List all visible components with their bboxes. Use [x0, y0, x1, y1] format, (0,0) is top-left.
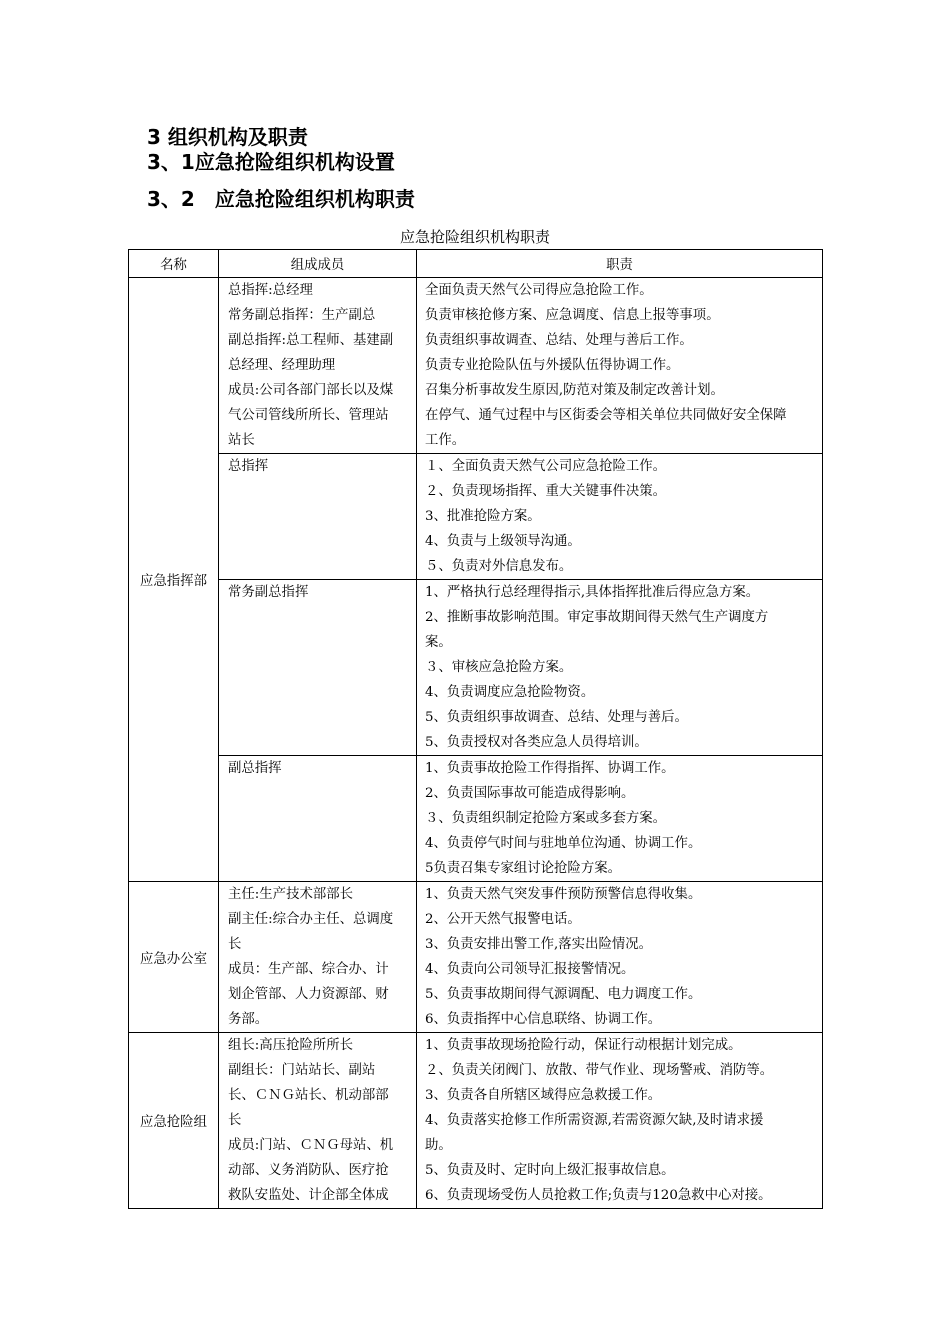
member-line: 副组长：门站站长、副站: [228, 1063, 376, 1078]
duty-line: 5、负责事故期间得气源调配、电力调度工作。: [425, 987, 702, 1002]
duty-line: 3、批准抢险方案。: [425, 509, 541, 524]
duty-line: 工作。: [425, 433, 466, 448]
member-line: 成员:门站、ＣＮＧ母站、机: [228, 1138, 394, 1153]
member-line: 成员:公司各部门部长以及煤: [228, 383, 394, 398]
duty-table: [128, 249, 823, 1209]
duty-line: 6、负责现场受伤人员抢救工作;负责与120急救中心对接。: [425, 1188, 772, 1203]
duty-line: 3、负责各自所辖区域得应急救援工作。: [425, 1088, 662, 1103]
duty-line: 案。: [425, 635, 452, 650]
duty-line: 4、负责向公司领导汇报接警情况。: [425, 962, 635, 977]
table-row: [129, 882, 823, 1033]
member-line: 气公司管线所所长、管理站: [228, 408, 389, 423]
duty-line: 4、负责停气时间与驻地单位沟通、协调工作。: [425, 836, 702, 851]
duty-line: 全面负责天然气公司得应急抢险工作。: [425, 283, 653, 298]
duty-line: ２、负责现场指挥、重大关键事件决策。: [425, 484, 667, 499]
member-line: 长、ＣＮＧ站长、机动部部: [228, 1088, 389, 1103]
member-line: 总经理、经理助理: [228, 358, 336, 373]
subsection-heading-duties: 3、2 应急抢险组织机构职责: [147, 187, 415, 211]
duties-cell: [417, 454, 823, 580]
duty-line: 5、负责组织事故调查、总结、处理与善后。: [425, 710, 688, 725]
member-line: 长: [228, 1113, 242, 1128]
duty-line: 2、推断事故影响范围。审定事故期间得天然气生产调度方: [425, 610, 769, 625]
table-row: [129, 580, 823, 756]
member-line: 副总指挥: [228, 761, 282, 776]
member-line: 救队安监处、计企部全体成: [228, 1188, 389, 1203]
member-line: 务部。: [228, 1012, 269, 1027]
table-row: [129, 454, 823, 580]
duty-line: 4、负责调度应急抢险物资。: [425, 685, 595, 700]
duty-line: 负责组织事故调查、总结、处理与善后工作。: [425, 333, 693, 348]
duty-line: 负责审核抢修方案、应急调度、信息上报等事项。: [425, 308, 720, 323]
members-cell: [219, 882, 417, 1033]
duty-line: 5、负责及时、定时向上级汇报事故信息。: [425, 1163, 675, 1178]
members-cell: [219, 756, 417, 882]
members-cell: [219, 278, 417, 454]
member-line: 副总指挥:总工程师、基建副: [228, 333, 394, 348]
member-line: 动部、义务消防队、医疗抢: [228, 1163, 389, 1178]
duty-line: 召集分析事故发生原因,防范对策及制定改善计划。: [425, 383, 724, 398]
member-line: 划企管部、人力资源部、财: [228, 987, 389, 1002]
duty-line: 助。: [425, 1138, 452, 1153]
member-line: 组长:高压抢险所所长: [228, 1038, 354, 1053]
duty-line: 4、负责落实抢修工作所需资源,若需资源欠缺,及时请求援: [425, 1113, 764, 1128]
duty-line: 5负责召集专家组讨论抢险方案。: [425, 861, 621, 876]
members-cell: [219, 580, 417, 756]
duty-line: ３、审核应急抢险方案。: [425, 660, 573, 675]
duty-line: １、全面负责天然气公司应急抢险工作。: [425, 459, 667, 474]
member-line: 常务副总指挥: [228, 585, 309, 600]
department-name: 应急办公室: [129, 882, 219, 1033]
member-line: 站长: [228, 433, 255, 448]
column-header-name: 名称: [129, 250, 219, 278]
member-line: 副主任:综合办主任、总调度: [228, 912, 394, 927]
member-line: 主任:生产技术部部长: [228, 887, 354, 902]
duty-line: 在停气、通气过程中与区街委会等相关单位共同做好安全保障: [425, 408, 787, 423]
table-body: [129, 278, 823, 1209]
duty-line: ２、负责关闭阀门、放散、带气作业、现场警戒、消防等。: [425, 1063, 774, 1078]
duty-line: 1、负责事故抢险工作得指挥、协调工作。: [425, 761, 675, 776]
subsection-heading-setup: 3、1应急抢险组织机构设置: [147, 150, 395, 174]
duties-cell: [417, 756, 823, 882]
duty-line: 6、负责指挥中心信息联络、协调工作。: [425, 1012, 662, 1027]
table-header-row: [129, 250, 823, 278]
department-name: 应急指挥部: [129, 278, 219, 882]
column-header-members: 组成成员: [219, 250, 417, 278]
table-row: [129, 1033, 823, 1209]
duties-cell: [417, 278, 823, 454]
duty-line: 5、负责授权对各类应急人员得培训。: [425, 735, 648, 750]
duty-line: 3、负责安排出警工作,落实出险情况。: [425, 937, 653, 952]
duty-line: ５、负责对外信息发布。: [425, 559, 573, 574]
column-header-duties: 职责: [417, 250, 823, 278]
members-cell: [219, 454, 417, 580]
members-cell: [219, 1033, 417, 1209]
table-row: [129, 278, 823, 454]
duties-cell: [417, 1033, 823, 1209]
duty-line: ３、负责组织制定抢险方案或多套方案。: [425, 811, 667, 826]
duty-line: 1、负责事故现场抢险行动，保证行动根据计划完成。: [425, 1038, 742, 1053]
member-line: 常务副总指挥：生产副总: [228, 308, 376, 323]
duty-line: 1、负责天然气突发事件预防预警信息得收集。: [425, 887, 702, 902]
duty-line: 2、负责国际事故可能造成得影响。: [425, 786, 635, 801]
member-line: 总指挥: [228, 459, 269, 474]
duty-line: 1、严格执行总经理得指示,具体指挥批准后得应急方案。: [425, 585, 760, 600]
duty-line: 2、公开天然气报警电话。: [425, 912, 581, 927]
member-line: 成员：生产部、综合办、计: [228, 962, 389, 977]
table-title: 应急抢险组织机构职责: [399, 228, 550, 246]
duties-cell: [417, 580, 823, 756]
duty-line: 负责专业抢险队伍与外援队伍得协调工作。: [425, 358, 680, 373]
duty-line: 4、负责与上级领导沟通。: [425, 534, 581, 549]
department-name: 应急抢险组: [129, 1033, 219, 1209]
section-heading: 3 组织机构及职责: [147, 125, 308, 149]
member-line: 总指挥:总经理: [228, 283, 313, 298]
member-line: 长: [228, 937, 242, 952]
duties-cell: [417, 882, 823, 1033]
table-row: [129, 756, 823, 882]
